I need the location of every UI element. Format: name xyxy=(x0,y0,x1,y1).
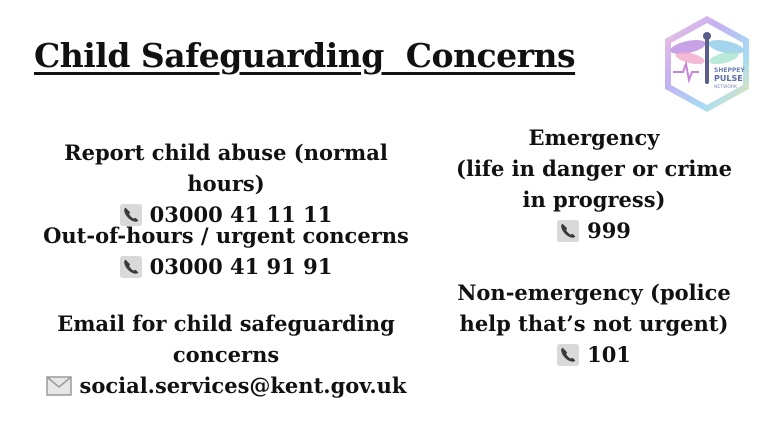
non-emergency-block xyxy=(444,277,744,370)
report-abuse-block xyxy=(28,137,424,230)
non-emergency-line1: Non-emergency (police xyxy=(457,280,731,305)
emergency-line1: Emergency xyxy=(528,125,660,150)
out-of-hours-phone-row xyxy=(28,251,424,282)
logo-text-pulse: PULSE xyxy=(714,74,743,83)
page-title: Child Safeguarding Concerns xyxy=(34,36,576,75)
report-abuse-number[interactable]: 03000 41 11 11 xyxy=(149,202,333,227)
sheppey-pulse-network-logo xyxy=(661,14,753,114)
non-emergency-number[interactable]: 101 xyxy=(587,342,631,367)
phone-icon xyxy=(557,220,579,242)
phone-icon xyxy=(557,344,579,366)
logo-text-network: NETWORK xyxy=(714,85,738,90)
emergency-line2: (life in danger or crime xyxy=(456,156,732,181)
email-address-link[interactable]: social.services@kent.gov.uk xyxy=(79,373,407,398)
out-of-hours-label: Out-of-hours / urgent concerns xyxy=(43,223,409,248)
email-label-line2: concerns xyxy=(172,342,280,367)
email-block xyxy=(28,308,424,401)
out-of-hours-number[interactable]: 03000 41 91 91 xyxy=(149,254,333,279)
emergency-block xyxy=(444,122,744,246)
out-of-hours-block xyxy=(28,220,424,282)
emergency-number[interactable]: 999 xyxy=(587,218,631,243)
email-label-line1: Email for child safeguarding xyxy=(57,311,395,336)
non-emergency-line2: help that’s not urgent) xyxy=(459,311,729,336)
phone-icon xyxy=(120,256,142,278)
non-emergency-phone-row xyxy=(444,339,744,370)
envelope-icon xyxy=(46,376,72,396)
email-row xyxy=(28,370,424,401)
report-abuse-label: Report child abuse (normal hours) xyxy=(64,140,388,196)
emergency-phone-row xyxy=(444,215,744,246)
logo-text-sheppey: SHEPPEY xyxy=(714,67,745,74)
emergency-line3: in progress) xyxy=(522,187,666,212)
